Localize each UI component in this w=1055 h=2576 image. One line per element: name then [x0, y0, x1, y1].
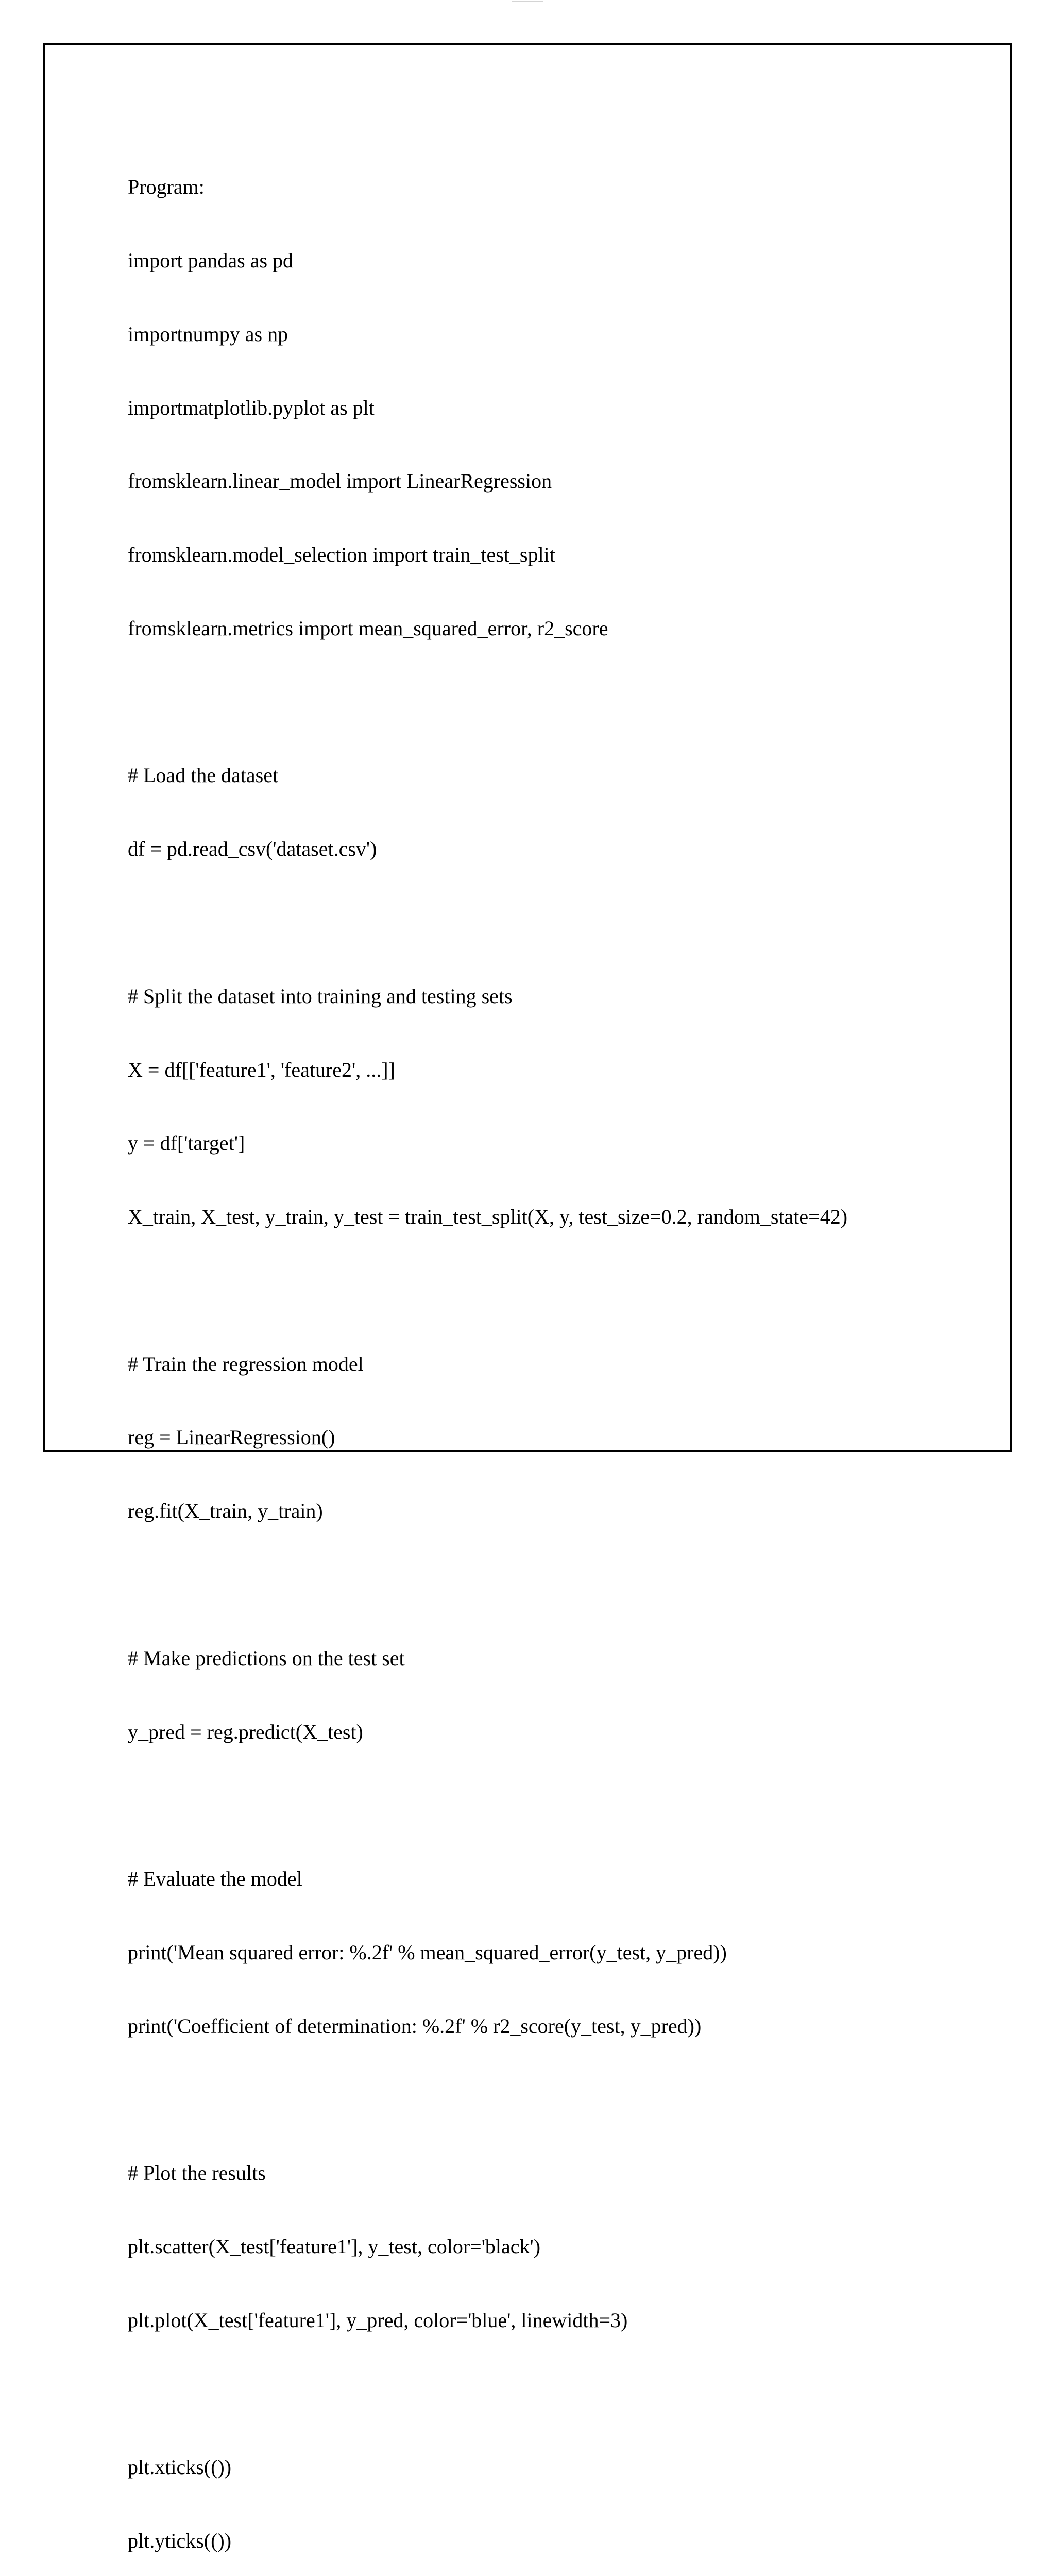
blank-line [128, 910, 993, 935]
code-line: plt.scatter(X_test['feature1'], y_test, color='black') [128, 2235, 541, 2259]
code-line: fromsklearn.linear_model import LinearRegression [128, 469, 552, 493]
code-line: fromsklearn.model_selection import train_test_split [128, 543, 555, 567]
code-line: print('Coefficient of determination: %.2f' % r2_score(y_test, y_pred)) [128, 2014, 702, 2038]
blank-line [128, 1572, 993, 1597]
blank-line [128, 1278, 993, 1303]
blank-line [128, 1793, 993, 1818]
blank-line [128, 2382, 993, 2406]
code-line: reg.fit(X_train, y_train) [128, 1499, 323, 1523]
header-mark [512, 0, 543, 3]
code-line: fromsklearn.metrics import mean_squared_error, r2_score [128, 616, 608, 640]
code-line: importnumpy as np [128, 322, 288, 346]
code-comment: # Make predictions on the test set [128, 1646, 405, 1670]
code-comment: # Split the dataset into training and testing sets [128, 984, 513, 1008]
code-line: print('Mean squared error: %.2f' % mean_squared_error(y_test, y_pred)) [128, 1940, 727, 1964]
code-line: plt.plot(X_test['feature1'], y_pred, color='blue', linewidth=3) [128, 2308, 628, 2332]
code-line: df = pd.read_csv('dataset.csv') [128, 837, 377, 861]
code-comment: # Evaluate the model [128, 1867, 302, 1891]
code-line: reg = LinearRegression() [128, 1426, 335, 1449]
code-line: X_train, X_test, y_train, y_test = train_test_split(X, y, test_size=0.2, random_state=42) [128, 1205, 848, 1229]
code-comment: # Load the dataset [128, 764, 279, 787]
code-line: y_pred = reg.predict(X_test) [128, 1720, 363, 1743]
header-mark-bar [512, 1, 543, 2]
program-listing [128, 126, 993, 2576]
code-comment: # Plot the results [128, 2161, 266, 2185]
code-comment: # Train the regression model [128, 1352, 364, 1376]
blank-line [128, 690, 993, 715]
code-line: plt.xticks(()) [128, 2455, 232, 2479]
code-line: y = df['target'] [128, 1131, 245, 1155]
code-line: X = df[['feature1', 'feature2', ...]] [128, 1058, 395, 1081]
code-line: importmatplotlib.pyplot as plt [128, 396, 375, 419]
code-line: plt.yticks(()) [128, 2529, 232, 2553]
code-line: import pandas as pd [128, 248, 294, 272]
blank-line [128, 2088, 993, 2112]
program-label: Program: [128, 175, 205, 199]
